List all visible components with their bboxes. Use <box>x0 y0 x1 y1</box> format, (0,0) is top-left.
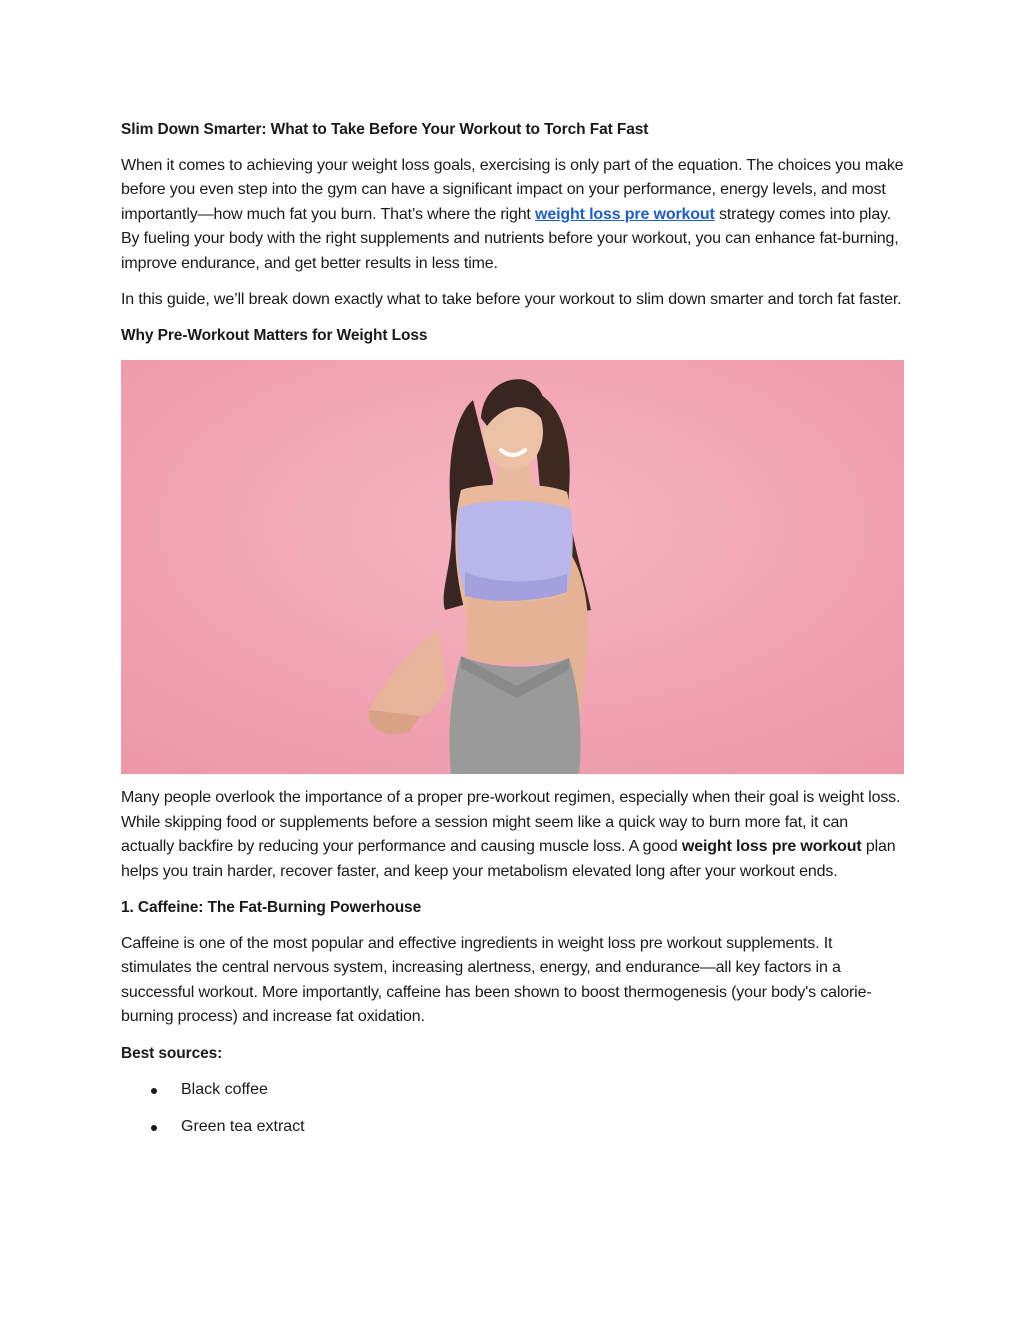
caffeine-paragraph: Caffeine is one of the most popular and effective ingredients in weight loss pre workout supplements. It stimulates the central nervous system, increasing alertness, energy, and endurance—all key factors in a successful workout. More importantly, caffeine has been shown to boost thermogenesis (your body's calorie-burning process) and increase fat oxidation. <box>121 935 872 1026</box>
guide-paragraph: In this guide, we’ll break down exactly what to take before your workout to slim down smarter and torch fat faster. <box>121 291 902 309</box>
intro-text-before-link: When it comes to achieving your weight loss goals, exercising is only part of the equation. The choices you make before you even step into the gym can have a significant impact on your performance, energy levels, and most importantly—how much fat you burn. That’s where the right <box>121 157 904 223</box>
best-sources-label: Best sources: <box>121 1044 223 1062</box>
list-item <box>121 1078 904 1102</box>
why-text-after-bold: plan helps you train harder, recover faster, and keep your metabolism elevated long after your workout ends. <box>121 838 896 880</box>
section-heading-why-pre-workout: Why Pre-Workout Matters for Weight Loss <box>121 327 428 345</box>
document-page <box>121 118 904 1152</box>
best-sources-list <box>121 1078 904 1139</box>
list-item-text: Black coffee <box>181 1080 268 1098</box>
article-title: Slim Down Smarter: What to Take Before Your Workout to Torch Fat Fast <box>121 121 649 138</box>
intro-paragraph <box>121 154 904 276</box>
hero-photo <box>121 360 904 774</box>
intro-text-after-link: strategy comes into play. By fueling your body with the right supplements and nutrients before your workout, you can enhance fat-burning, improve endurance, and get better results in less time. <box>121 205 899 272</box>
bullet-icon <box>151 1125 157 1131</box>
why-text-before-bold: Many people overlook the importance of a proper pre-workout regimen, especially when their goal is weight loss. While skipping food or supplements before a session might seem like a quick way to burn more fat, it can actually backfire by reducing your performance and causing muscle loss. A good <box>121 789 901 856</box>
bullet-icon <box>151 1088 157 1094</box>
section-heading-caffeine: 1. Caffeine: The Fat-Burning Powerhouse <box>121 899 422 917</box>
list-item <box>121 1115 904 1139</box>
why-pre-workout-paragraph <box>121 786 904 884</box>
weight-loss-pre-workout-link[interactable]: weight loss pre workout <box>535 205 715 223</box>
why-bold-phrase: weight loss pre workout <box>681 838 862 856</box>
list-item-text: Green tea extract <box>181 1117 305 1135</box>
woman-in-sportswear-illustration <box>121 360 904 774</box>
